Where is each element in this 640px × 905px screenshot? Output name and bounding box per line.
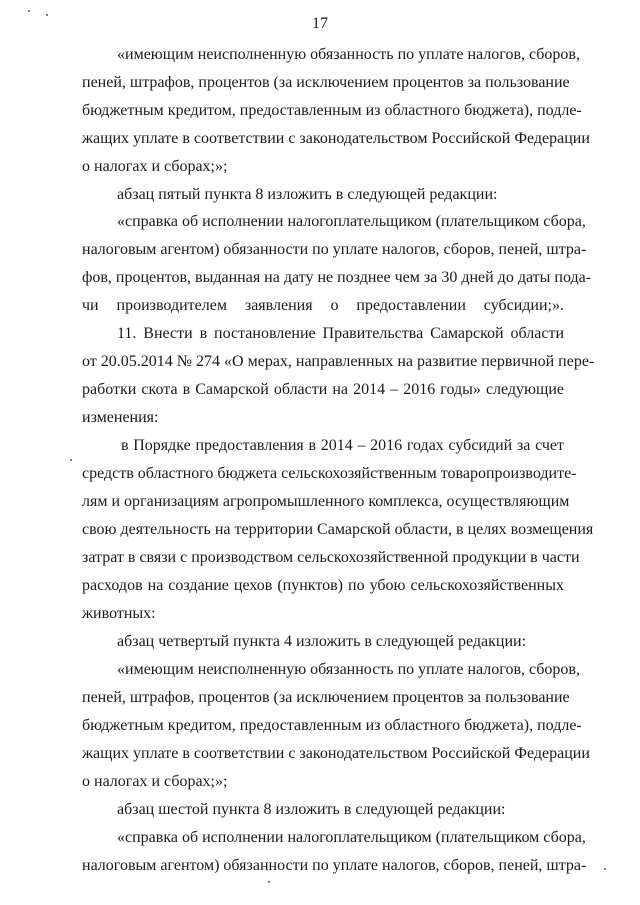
scan-speck <box>268 881 270 883</box>
text-line: «справка об исполнении налогоплательщиком (плательщиком сбора, <box>117 829 586 846</box>
text-line: затрат в связи с производством сельскохозяйственной продукции в части <box>82 549 580 566</box>
text-line: «справка об исполнении налогоплательщиком (плательщиком сбора, <box>117 213 586 230</box>
text-line: «имеющим неисполненную обязанность по уплате налогов, сборов, <box>117 661 580 678</box>
text-line: бюджетным кредитом, предоставленным из областного бюджета), подле- <box>82 717 582 734</box>
text-line: работки скота в Самарской области на 2014 – 2016 годы» следующие <box>82 381 564 398</box>
page-number: 17 <box>312 15 328 32</box>
text-line: средств областного бюджета сельскохозяйственным товаропроизводите- <box>82 465 577 482</box>
text-line: от 20.05.2014 № 274 «О мерах, направленных на развитие первичной пере- <box>82 353 595 370</box>
scan-speck <box>604 868 606 870</box>
text-line: чи производителем заявления о предоставлении субсидии;». <box>82 297 564 314</box>
text-line: «имеющим неисполненную обязанность по уплате налогов, сборов, <box>117 46 580 63</box>
text-line: абзац пятый пункта 8 изложить в следующей редакции: <box>117 186 498 203</box>
text-line: налоговым агентом) обязанности по уплате налогов, сборов, пеней, штра- <box>82 857 587 874</box>
text-line: пеней, штрафов, процентов (за исключением процентов за пользование <box>82 74 570 91</box>
text-line: абзац четвертый пункта 4 изложить в следующей редакции: <box>117 633 527 650</box>
text-line: в Порядке предоставления в 2014 – 2016 годах субсидий за счет <box>121 437 564 454</box>
text-line: жащих уплате в соответствии с законодательством Российской Федерации <box>82 130 590 147</box>
scan-speck <box>46 14 48 16</box>
text-line: фов, процентов, выданная на дату не позднее чем за 30 дней до даты пода- <box>82 269 592 286</box>
text-line: о налогах и сборах;»; <box>82 158 228 175</box>
text-line: лям и организациям агропромышленного комплекса, осуществляющим <box>82 493 570 510</box>
scan-speck <box>70 459 72 461</box>
text-line: о налогах и сборах;»; <box>82 773 228 790</box>
scan-speck <box>28 10 30 12</box>
text-line: жащих уплате в соответствии с законодательством Российской Федерации <box>82 745 590 762</box>
text-line: бюджетным кредитом, предоставленным из областного бюджета), подле- <box>82 102 582 119</box>
text-line: пеней, штрафов, процентов (за исключением процентов за пользование <box>82 689 570 706</box>
text-line: расходов на создание цехов (пунктов) по убою сельскохозяйственных <box>82 577 564 594</box>
text-line: изменения: <box>82 409 159 426</box>
text-line: 11. Внести в постановление Правительства Самарской области <box>117 325 564 342</box>
text-line: свою деятельность на территории Самарской области, в целях возмещения <box>82 521 594 538</box>
text-line: животных: <box>82 605 156 622</box>
text-line: абзац шестой пункта 8 изложить в следующей редакции: <box>117 801 506 818</box>
text-line: налоговым агентом) обязанности по уплате налогов, сборов, пеней, штра- <box>82 241 587 258</box>
